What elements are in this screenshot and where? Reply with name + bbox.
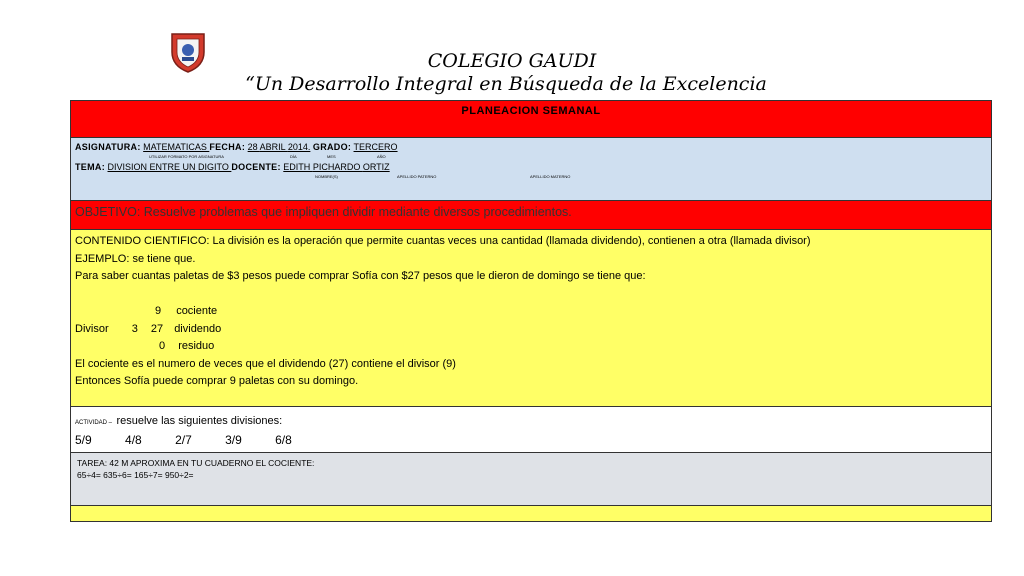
homework-row — [71, 453, 991, 506]
asignatura-value: MATEMATICAS — [143, 142, 210, 152]
activity-row — [71, 407, 991, 453]
plan-info-row — [71, 138, 991, 201]
divisor-line — [75, 321, 987, 339]
cociente-line — [75, 303, 987, 321]
content-definition: CONTENIDO CIENTIFICO: La división es la operación que permite cuantas veces una cantidad (llamada dividendo), contienen a otra (llamada divisor) — [75, 235, 811, 247]
divisor-label: Divisor — [75, 322, 109, 335]
cociente-number: 9 — [155, 305, 162, 317]
hint-asignatura: UTILIZAR FORMATO POR ASIGNATURA — [149, 154, 224, 159]
content-problem: Para saber cuantas paletas de $3 pesos puede comprar Sofía con $27 pesos que le dieron de domingo se tiene que: — [75, 270, 646, 282]
plan-title: PLANEACION SEMANAL — [461, 105, 601, 117]
objective-text: OBJETIVO: Resuelve problemas que impliquen dividir mediante diversos procedimientos. — [75, 205, 572, 219]
asignatura-label: ASIGNATURA: — [75, 142, 141, 152]
dividendo-label: dividendo — [174, 322, 222, 335]
cociente-label: cociente — [176, 305, 218, 317]
dividendo-number: 27 — [150, 322, 164, 335]
hint-dia: DÍA — [290, 154, 297, 159]
hint-materno: APELLIDO MATERNO — [530, 174, 571, 179]
content-row — [71, 230, 991, 407]
docente-materno: ORTIZ — [362, 162, 390, 172]
activity-label: ACTIVIDAD – — [75, 420, 113, 426]
content-example: EJEMPLO: se tiene que. — [75, 252, 196, 265]
hint-anio: AÑO — [377, 154, 386, 159]
docente-paterno: PICHARDO — [312, 162, 363, 172]
docente-nombre: EDITH — [283, 162, 313, 172]
topic-teacher-line — [75, 161, 987, 173]
activity-divisions — [75, 433, 987, 447]
divisor-number: 3 — [131, 322, 138, 335]
docente-label: DOCENTE: — [231, 162, 281, 172]
fecha-label: FECHA: — [209, 142, 246, 152]
objective-row — [71, 201, 991, 230]
residuo-line — [75, 338, 987, 356]
residuo-label: residuo — [178, 340, 215, 352]
grado-label: GRADO: — [312, 142, 352, 152]
division-item: 4/8 — [125, 433, 142, 447]
plan-title-row — [71, 101, 991, 138]
activity-text: resuelve las siguientes divisiones: — [116, 415, 283, 427]
grado-value: TERCERO — [353, 142, 398, 152]
residuo-number: 0 — [159, 340, 166, 352]
homework-title: TAREA: 42 M APROXIMA EN TU CUADERNO EL COCIENTE: — [77, 458, 315, 468]
school-name: COLEGIO GAUDI — [427, 50, 597, 72]
content-explanation: El cociente es el numero de veces que el dividendo (27) contiene el divisor (9) — [75, 357, 456, 370]
hint-nombre: NOMBRE(S) — [315, 174, 338, 179]
weekly-plan-table — [70, 100, 992, 522]
teacher-hints — [75, 173, 987, 181]
content-conclusion: Entonces Sofía puede comprar 9 paletas con su domingo. — [75, 375, 359, 387]
division-item: 3/9 — [225, 433, 242, 447]
hint-mes: MES — [327, 154, 336, 159]
division-item: 6/8 — [275, 433, 292, 447]
tema-value: DIVISION ENTRE UN DIGITO — [107, 162, 232, 172]
division-item: 5/9 — [75, 433, 92, 447]
fecha-anio: 2014. — [287, 142, 311, 152]
subject-date-line — [75, 141, 987, 153]
homework-exercises: 65÷4= 635÷6= 165÷7= 950÷2= — [77, 470, 194, 480]
content-blank — [75, 286, 987, 304]
empty-footer-row — [71, 506, 991, 521]
division-item: 2/7 — [175, 433, 192, 447]
subject-hints — [75, 153, 987, 161]
fecha-dia: 28 — [247, 142, 260, 152]
school-motto: “Un Desarrollo Integral en Búsqueda de la Excelencia — [245, 73, 767, 95]
hint-paterno: APELLIDO PATERNO — [397, 174, 437, 179]
tema-label: TEMA: — [75, 162, 105, 172]
fecha-mes: ABRIL — [259, 142, 288, 152]
